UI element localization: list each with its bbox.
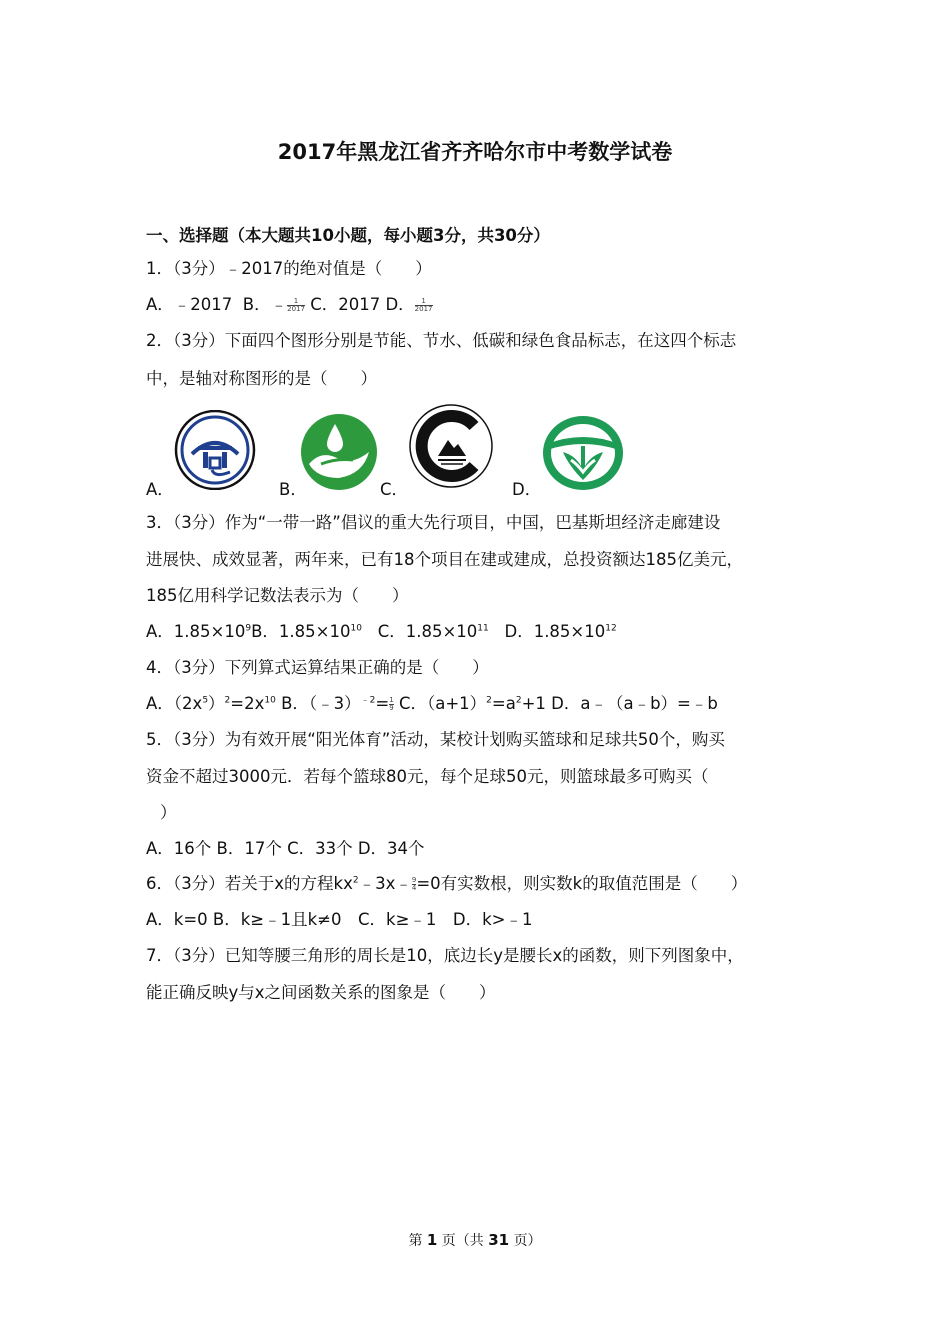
- q2-label-d: D．: [512, 480, 542, 499]
- page-number: 1: [426, 1231, 438, 1249]
- question-4-stem: 4．（3分）下列算式运算结果正确的是（ ）: [146, 658, 489, 677]
- q1-fraction-d: $\frac{1}{2017}$: [414, 297, 433, 313]
- section-heading: 一、选择题（本大题共10小题，每小题3分，共30分）: [146, 226, 550, 245]
- q1-option-c: C．2017: [310, 295, 381, 314]
- question-3-options: A．$1.85\times 10^9B$．$1.85\times 10^{10}$ C．$1.85\times 10^{11}$ D．$1.85\times 10^{12}$: [146, 622, 617, 641]
- q4-option-b: B．（﹣3）$^{﹣2}$= $\frac{1}{9}$: [281, 694, 394, 713]
- q3-option-b: B．1.85×10: [251, 622, 351, 641]
- question-5-line-2: 资金不超过3000元．若每个篮球80元，每个足球50元，则篮球最多可购买（: [146, 767, 709, 786]
- question-1-options: [146, 294, 433, 316]
- q4-option-d: D．a﹣（a﹣b）=﹣b: [551, 694, 718, 713]
- question-3-line-2: 进展快、成效显著，两年来，已有18个项目在建或建成，总投资额达185亿美元，: [146, 550, 743, 569]
- question-2-line-1: 2．（3分）下面四个图形分别是节能、节水、低碳和绿色食品标志，在这四个标志: [146, 331, 737, 350]
- page-total: 31: [488, 1231, 510, 1249]
- green-food-logo-icon: [541, 414, 625, 492]
- q4-option-c: C．$(a+1)^2=a^2+1$: [398, 694, 546, 713]
- page-title: 2017年黑龙江省齐齐哈尔市中考数学试卷: [277, 140, 673, 164]
- question-7-line-1: 7．（3分）已知等腰三角形的周长是10，底边长y是腰长x的函数，则下列图象中，: [146, 946, 744, 965]
- question-1-stem: 1．（3分）﹣2017的绝对值是（ ）: [146, 259, 432, 278]
- question-5-options: A．16个 B．17个 C．33个 D．34个: [146, 839, 425, 858]
- question-4-options: [146, 693, 718, 715]
- q1-option-a: A．﹣2017: [146, 295, 233, 314]
- energy-saving-logo-icon: [172, 410, 258, 490]
- question-6-stem: 6．（3分）若关于x的方程$kx^2﹣3x﹣$ $\frac{9}{4}$ =0有实数根，则实数k的取值范围是（ ）: [146, 874, 748, 893]
- q2-label-a: A．: [146, 480, 174, 499]
- question-6-options: A．k=0 B．k≥﹣1且k≠0 C．k≥﹣1 D．k>﹣1: [146, 910, 533, 929]
- question-5-line-1: 5．（3分）为有效开展“阳光体育”活动，某校计划购买篮球和足球共50个，购买: [146, 730, 725, 749]
- q1-option-b: B．﹣: [242, 295, 288, 314]
- q3-option-c: C．1.85×10: [377, 622, 478, 641]
- q3-option-a: A．1.85×10: [146, 622, 246, 641]
- q1-option-d: D．: [385, 295, 415, 314]
- water-saving-logo-icon: [299, 412, 379, 492]
- q2-label-b: B．: [279, 480, 307, 499]
- question-5-line-3: ）: [160, 803, 177, 822]
- q4-option-a: A．$(2x^5)^2=2x^{10}$: [146, 694, 276, 713]
- question-2-line-2: 中，是轴对称图形的是（ ）: [146, 369, 377, 388]
- q1-fraction-b: $\frac{1}{2017}$: [287, 297, 305, 313]
- page-footer: 第 1 页（共 31 页）: [408, 1231, 542, 1249]
- low-carbon-logo-icon: [408, 404, 494, 488]
- question-7-line-2: 能正确反映y与x之间函数关系的图象是（ ）: [146, 983, 496, 1002]
- q3-option-d: D．1.85×10: [504, 622, 606, 641]
- question-3-line-3: 185亿用科学记数法表示为（ ）: [146, 586, 409, 605]
- question-3-line-1: 3．（3分）作为“一带一路”倡议的重大先行项目，中国，巴基斯坦经济走廊建设: [146, 513, 721, 532]
- q2-label-c: C．: [380, 480, 409, 499]
